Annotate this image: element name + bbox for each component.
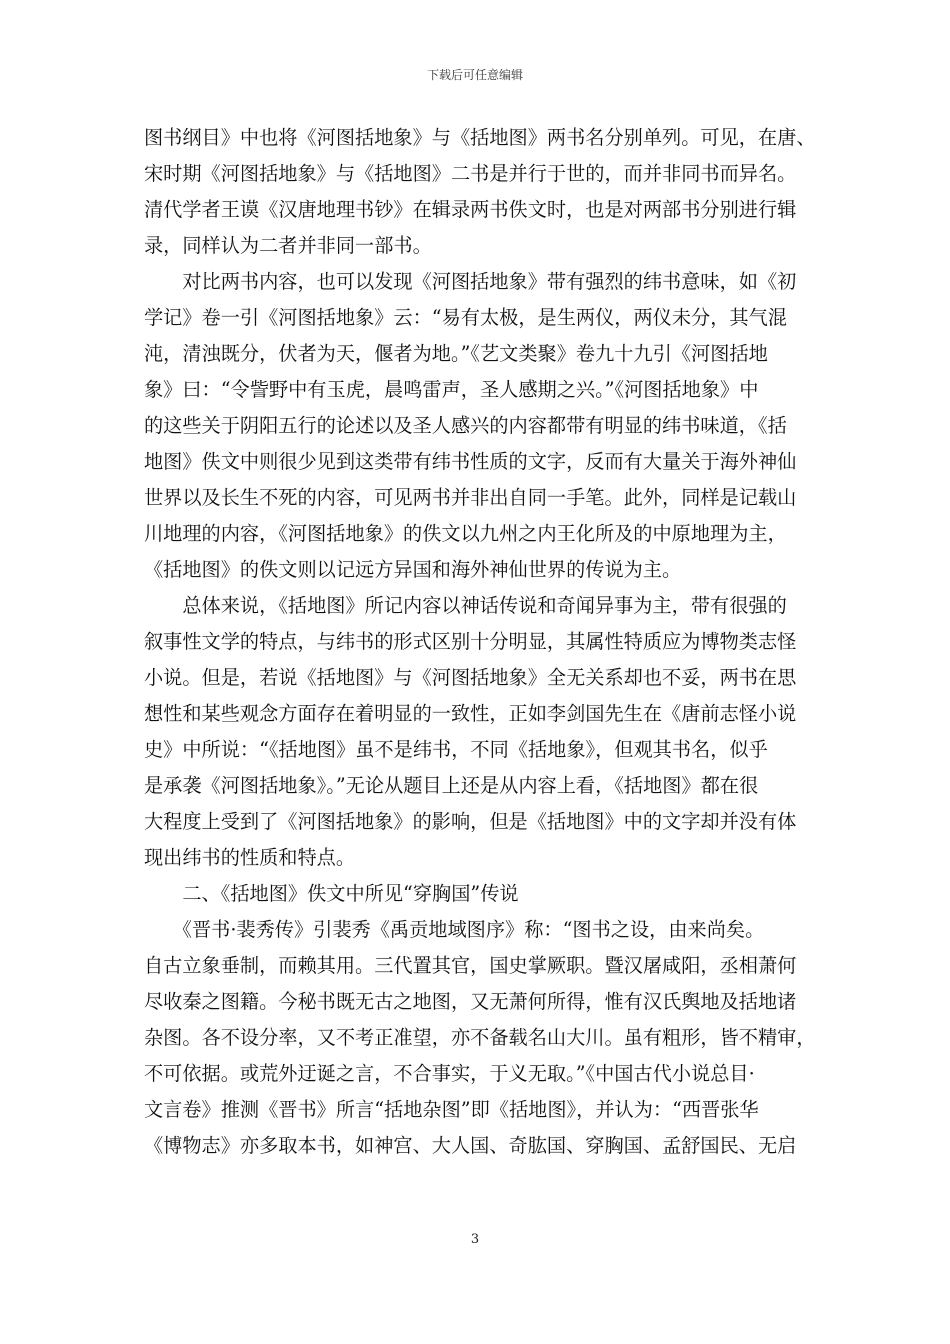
text-line: 史》中所说：“《括地图》虽不是纬书，不同《括地象》，但观其书名，似乎 — [144, 738, 768, 761]
text-line: 小说。但是，若说《括地图》与《河图括地象》全无关系却也不妥，两书在思 — [144, 666, 797, 689]
text-line: 总体来说，《括地图》所记内容以神话传说和奇闻异事为主，带有很强的 — [144, 594, 787, 617]
text-line: 沌，清浊既分，伏者为天，偃者为地。”《艺文类聚》卷九十九引《河图括地 — [144, 342, 768, 365]
text-line: 录，同样认为二者并非同一部书。 — [144, 234, 432, 257]
text-line: 尽收秦之图籍。今秘书既无古之地图，又无萧何所得，惟有汉氏舆地及括地诸 — [144, 990, 797, 1013]
text-line: 地图》佚文中则很少见到这类带有纬书性质的文字，反而有大量关于海外神仙 — [144, 450, 797, 473]
text-line: 图书纲目》中也将《河图括地象》与《括地图》两书名分别单列。可见，在唐、 — [144, 126, 816, 149]
text-line: 宋时期《河图括地象》与《括地图》二书是并行于世的，而并非同书而异名。 — [144, 162, 797, 185]
text-line: 想性和某些观念方面存在着明显的一致性，正如李剑国先生在《唐前志怪小说 — [144, 702, 797, 725]
text-line: 象》曰：“令訾野中有玉虎，晨鸣雷声，圣人感期之兴。”《河图括地象》中 — [144, 378, 759, 401]
text-line: 清代学者王谟《汉唐地理书钞》在辑录两书佚文时，也是对两部书分别进行辑 — [144, 198, 797, 221]
text-line: 的这些关于阴阳五行的论述以及圣人感兴的内容都带有明显的纬书味道，《括 — [144, 414, 787, 437]
document-body — [144, 120, 814, 1164]
text-line: 学记》卷一引《河图括地象》云：“易有太极，是生两仪，两仪未分，其气混 — [144, 306, 787, 329]
page-number: 3 — [470, 1232, 480, 1247]
section-heading: 二、《括地图》佚文中所见“穿胸国”传说 — [144, 882, 519, 905]
text-line: 是承袭《河图括地象》。”无论从题目上还是从内容上看，《括地图》都在很 — [144, 774, 759, 797]
text-line: 不可依据。或荒外迂诞之言，不合事实，于义无取。”《中国古代小说总目· — [144, 1062, 755, 1085]
text-line: 自古立象垂制，而赖其用。三代置其官，国史掌厥职。暨汉屠咸阳，丞相萧何 — [144, 954, 797, 977]
text-line: 川地理的内容，《河图括地象》的佚文以九州之内王化所及的中原地理为主， — [144, 522, 787, 545]
text-line: 《博物志》亦多取本书，如神宫、大人国、奇肱国、穿胸国、孟舒国民、无启 — [144, 1134, 797, 1157]
text-line: 世界以及长生不死的内容，可见两书并非出自同一手笔。此外，同样是记载山 — [144, 486, 797, 509]
text-line: 文言卷》推测《晋书》所言“括地杂图”即《括地图》，并认为：“西晋张华 — [144, 1098, 759, 1121]
text-line: 对比两书内容，也可以发现《河图括地象》带有强烈的纬书意味，如《初 — [144, 270, 797, 293]
text-line: 杂图。各不设分率，又不考正准望，亦不备载名山大川。虽有粗形，皆不精审， — [144, 1026, 816, 1049]
text-line: 叙事性文学的特点，与纬书的形式区别十分明显，其属性特质应为博物类志怪 — [144, 630, 797, 653]
text-line: 现出纬书的性质和特点。 — [144, 846, 356, 869]
text-line: 大程度上受到了《河图括地象》的影响，但是《括地图》中的文字却并没有体 — [144, 810, 797, 833]
text-line: 《晋书·裴秀传》引裴秀《禹贡地域图序》称：“图书之设，由来尚矣。 — [144, 918, 765, 941]
text-line: 《括地图》的佚文则以记远方异国和海外神仙世界的传说为主。 — [144, 558, 682, 581]
page-header: 下载后可任意编辑 — [426, 68, 523, 82]
